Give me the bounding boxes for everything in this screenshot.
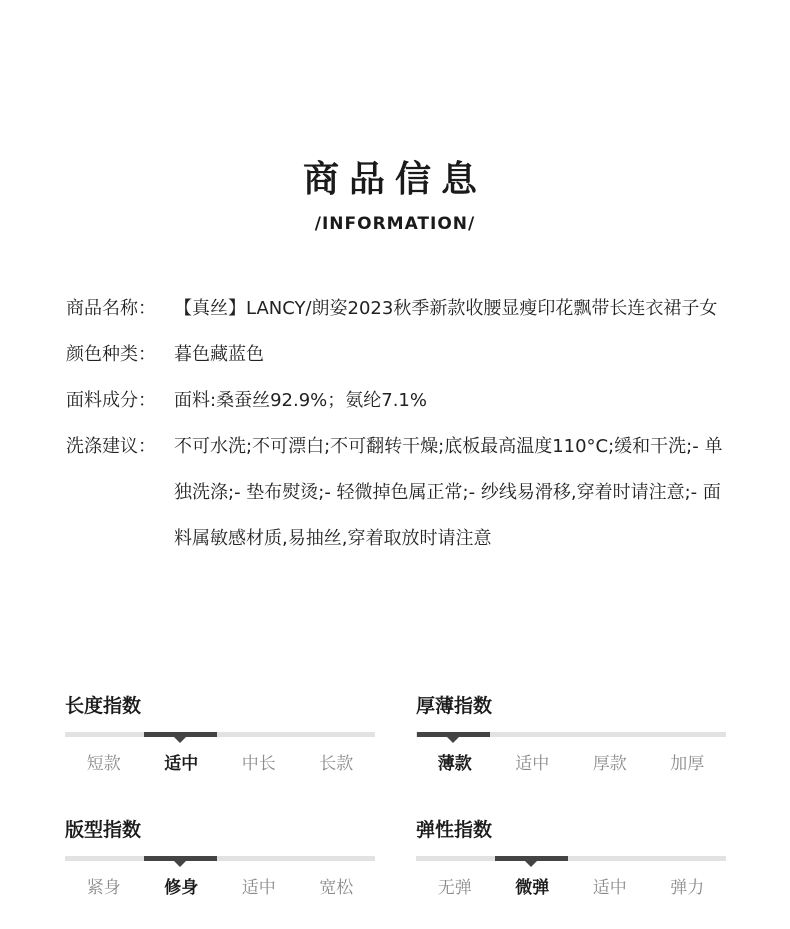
meter-option: 薄款	[437, 754, 472, 774]
info-label: 商品名称：	[66, 298, 156, 319]
meter-option: 适中	[241, 878, 276, 898]
pointer-icon	[447, 737, 459, 743]
meter-option: 中长	[241, 754, 276, 774]
info-label: 颜色种类：	[66, 344, 156, 365]
meter-title: 版型指数	[65, 819, 142, 841]
page-subtitle: /INFORMATION/	[314, 214, 476, 234]
info-row-name	[66, 286, 746, 332]
thickness-index	[416, 694, 726, 775]
meter-option: 修身	[164, 878, 199, 898]
product-info-list	[66, 286, 746, 562]
meter-option: 加厚	[670, 754, 705, 774]
meter-option: 微弹	[515, 878, 550, 898]
meter-title: 弹性指数	[416, 819, 493, 841]
length-index	[65, 694, 375, 775]
meter-option: 适中	[515, 754, 550, 774]
info-value: 不可水洗;不可漂白;不可翻转干燥;底板最高温度110°C;缓和干洗;- 单独洗涤;- 垫布熨烫;- 轻微掉色属正常;- 纱线易滑移,穿着时请注意;- 面料属敏感材质,易抽丝,穿着取放时请注意	[174, 436, 723, 549]
info-row-fabric	[66, 378, 746, 424]
meter-title: 长度指数	[65, 695, 142, 717]
meter-bar	[65, 856, 375, 861]
meter-options	[416, 877, 726, 899]
meter-bar-active	[417, 732, 490, 737]
page-title: 商品信息	[302, 159, 487, 200]
meter-option: 短款	[86, 754, 121, 774]
meter-bar-active	[144, 732, 217, 737]
info-label: 面料成分：	[66, 390, 156, 411]
meter-options	[65, 753, 375, 775]
meter-options	[65, 877, 375, 899]
info-value: 【真丝】LANCY/朗姿2023秋季新款收腰显瘦印花飘带长连衣裙子女	[174, 298, 718, 319]
meter-option: 适中	[164, 754, 199, 774]
meter-bar-active	[144, 856, 217, 861]
info-value: 暮色藏蓝色	[174, 344, 264, 365]
fit-index	[65, 818, 375, 899]
meter-title: 厚薄指数	[416, 695, 493, 717]
meter-bar	[416, 856, 726, 861]
meter-option: 厚款	[592, 754, 627, 774]
meter-bar-active	[495, 856, 568, 861]
info-row-color	[66, 332, 746, 378]
pointer-icon	[525, 861, 537, 867]
meter-option: 紧身	[86, 878, 121, 898]
elasticity-index	[416, 818, 726, 899]
meter-option: 适中	[592, 878, 627, 898]
info-row-care	[66, 424, 746, 562]
meter-option: 弹力	[670, 878, 705, 898]
meter-option: 无弹	[437, 878, 472, 898]
meter-option: 宽松	[319, 878, 354, 898]
meter-bar	[416, 732, 726, 737]
info-label: 洗涤建议：	[66, 436, 156, 457]
meter-bar	[65, 732, 375, 737]
pointer-icon	[174, 737, 186, 743]
meter-options	[416, 753, 726, 775]
info-value: 面料:桑蚕丝92.9%；氨纶7.1%	[174, 390, 427, 411]
pointer-icon	[174, 861, 186, 867]
meter-option: 长款	[319, 754, 354, 774]
